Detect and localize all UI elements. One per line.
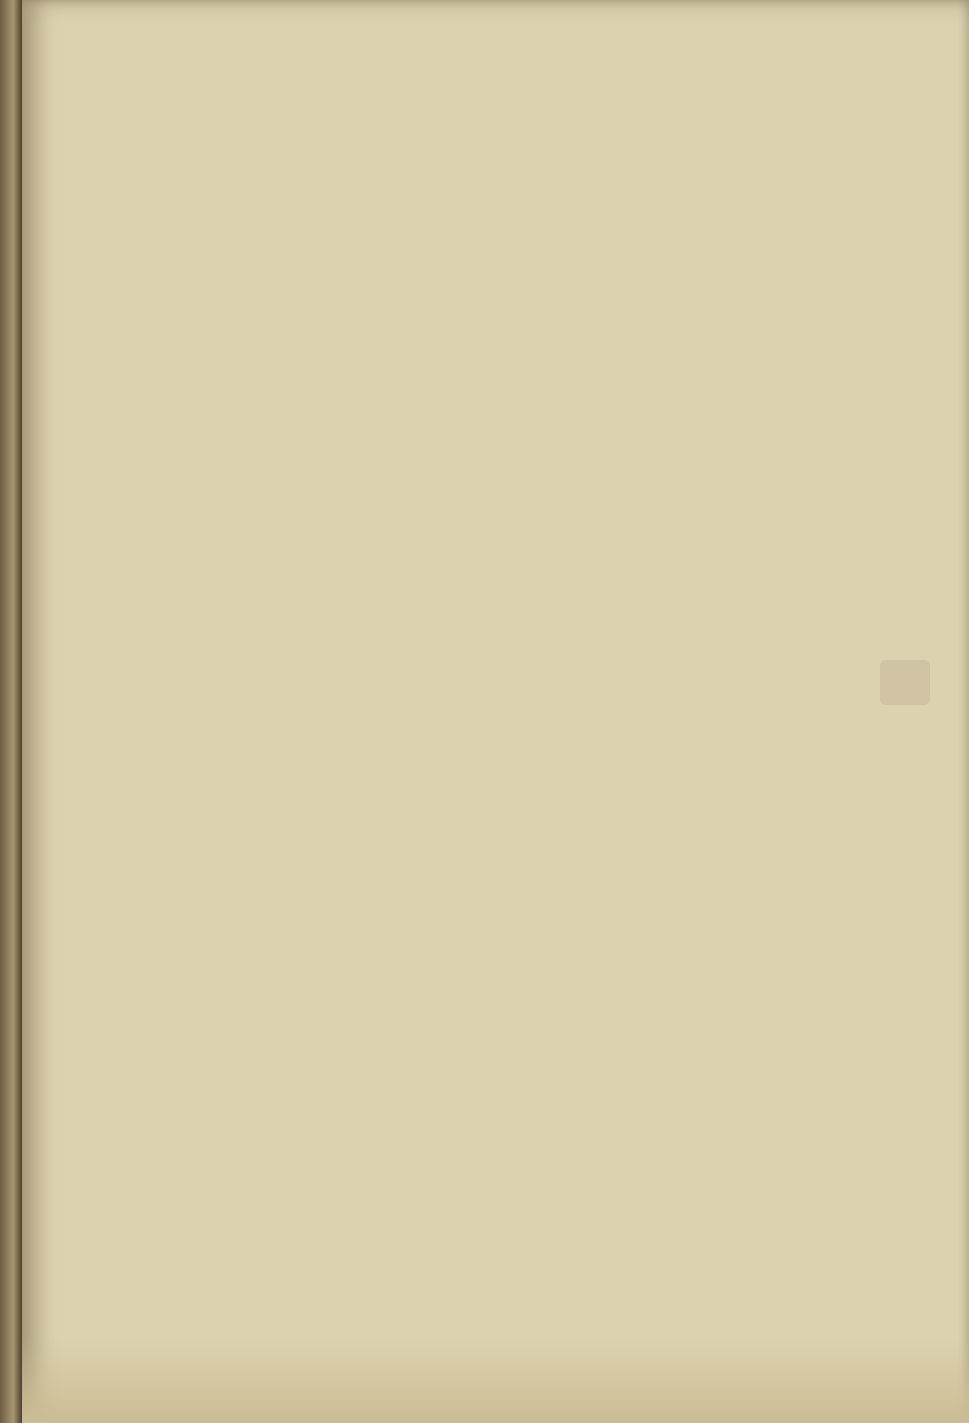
page-leaf	[22, 0, 969, 1423]
ink-smudge	[880, 660, 930, 705]
page-shadow	[22, 1338, 969, 1423]
facing-page-edge	[0, 0, 22, 1423]
